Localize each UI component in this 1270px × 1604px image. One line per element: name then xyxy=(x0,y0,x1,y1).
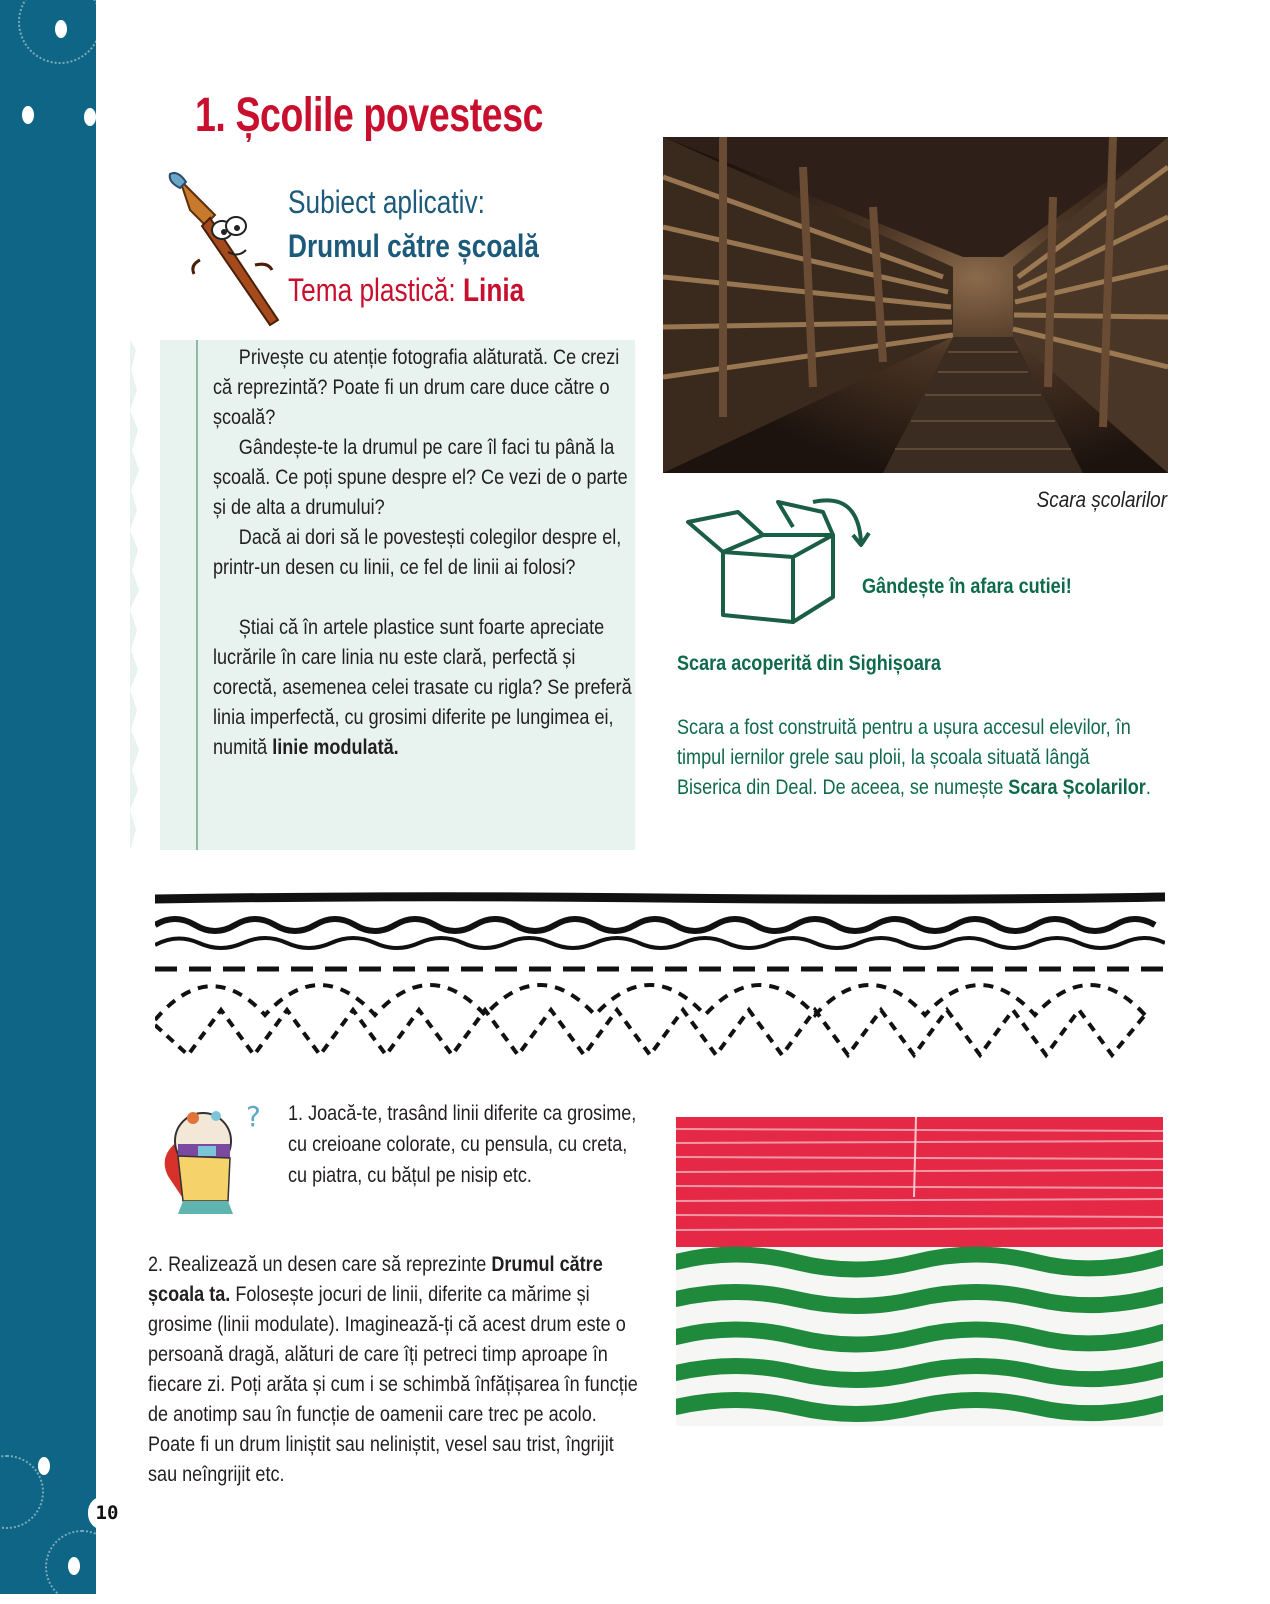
subject-label: Subiect aplicativ: xyxy=(288,184,485,220)
decorative-dot xyxy=(22,106,34,124)
exercise-2-intro: 2. Realizează un desen care să reprezinte xyxy=(148,1253,487,1276)
open-box-icon xyxy=(683,497,883,627)
paintbrush-mascot-icon xyxy=(160,170,290,330)
note-text xyxy=(213,343,632,763)
exercise-2-body: Folosește jocuri de linii, diferite ca mărime și grosime (linii modulate). Imaginează-ți că acest drum este o persoană dragă, alături de care îți petreci timp aproape în fiecare zi. Poți arăta și cum i se schimbă înfățișarea în funcție de anotimp sau în funcție de oamenii care trec pe acolo. Poate fi un drum liniștit sau neliniștit, vesel sau trist, îngrijit sau neîngrijit etc. xyxy=(148,1283,638,1486)
sample-line-dashed-zigzag xyxy=(155,1010,1145,1055)
page-number: 10 xyxy=(88,1496,126,1530)
note-margin-line xyxy=(196,340,198,850)
exercise-2-title: Drumul către școala ta. xyxy=(148,1253,603,1306)
subject-name: Drumul către școală xyxy=(288,228,539,264)
modulated-line-term: linie modulată. xyxy=(272,736,399,759)
svg-text:?: ? xyxy=(246,1100,261,1133)
exercise-1 xyxy=(288,1098,649,1191)
subject-block xyxy=(288,180,539,312)
sample-line-straight xyxy=(155,897,1165,900)
think-outside-box-text: Gândește în afara cutiei! xyxy=(862,575,1072,598)
exercise-2 xyxy=(148,1250,647,1490)
child-drawing xyxy=(676,1117,1163,1426)
photo-caption: Scara școlarilor xyxy=(1036,487,1167,512)
stairs-photo xyxy=(663,137,1168,473)
torn-edge xyxy=(130,340,160,850)
note-paragraph-3: Dacă ai dori să le povestești colegilor despre el, printr-un desen cu linii, ce fel de linii ai folosi? xyxy=(213,526,622,579)
scara-name: Scara Școlarilor xyxy=(1008,776,1146,799)
sample-line-wavy-thin xyxy=(155,938,1165,948)
scara-heading: Scara acoperită din Sighișoara xyxy=(677,652,941,675)
child-mascot-icon xyxy=(158,1096,278,1216)
note-paragraph-1: Privește cu atenție fotografia alăturată. Ce crezi că reprezintă? Poate fi un drum care duce către o școală? xyxy=(213,346,620,429)
decorative-dot xyxy=(55,20,67,38)
page-title: 1. Școlile povestesc xyxy=(195,89,544,142)
left-sidebar xyxy=(0,0,96,1594)
scara-end: . xyxy=(1145,776,1151,799)
sample-line-dashed-arcs xyxy=(155,985,1145,1020)
line-samples xyxy=(155,885,1165,1070)
sample-line-wavy xyxy=(155,919,1155,931)
decorative-dot xyxy=(38,1457,50,1475)
note-paragraph-4: Știai că în artele plastice sunt foarte apreciate lucrările în care linia nu este clară, perfectă și corectă, asemenea celei trasate cu rigla? Se preferă linia imperfectă, cu grosimi diferite pe lungimea ei, numită xyxy=(213,616,632,759)
theme-line xyxy=(288,268,539,312)
scara-description: Scara a fost construită pentru a ușura accesul elevilor, în timpul iernilor grele sau ploii, la școala situată lângă Biserica din Deal. De aceea, se numește xyxy=(677,716,1131,799)
scara-text xyxy=(677,713,1159,803)
exercise-1-text: 1. Joacă-te, trasând linii diferite ca grosime, cu creioane colorate, cu pensula, cu creta, cu piatra, cu bățul pe nisip etc. xyxy=(288,1102,637,1187)
note-paragraph-2: Gândește-te la drumul pe care îl faci tu până la școală. Ce poți spune despre el? Ce vezi de o parte și de alta a drumului? xyxy=(213,436,628,519)
decorative-dot xyxy=(84,108,96,126)
decorative-ring xyxy=(45,1530,119,1604)
theme-value: Linia xyxy=(463,272,525,308)
theme-label: Tema plastică: xyxy=(288,272,456,308)
